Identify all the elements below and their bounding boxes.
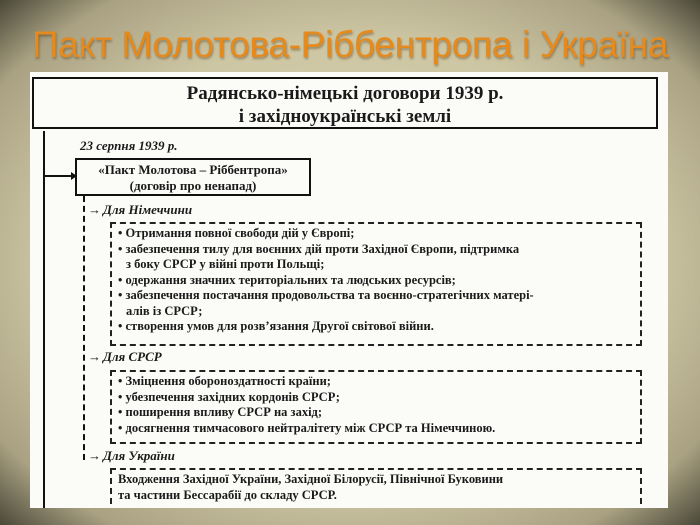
list-item: з боку СРСР у війні проти Польщі; xyxy=(126,257,325,271)
scanned-diagram xyxy=(30,72,668,508)
list-item: • досягнення тимчасового нейтралітету між СРСР та Німеччиною. xyxy=(118,420,496,435)
list-item: • убезпечення західних кордонів СРСР; xyxy=(118,389,340,404)
arrow-icon xyxy=(45,175,73,177)
slide-title: Пакт Молотова-Ріббентропа і Україна xyxy=(31,24,669,65)
list-item: та частини Бессарабії до складу СРСР. xyxy=(118,487,337,502)
list-item: • Отримання повної свободи дій у Європі; xyxy=(118,226,355,240)
header-line-1: Радянсько-німецькі договори 1939 р. xyxy=(186,83,504,104)
list-item: • одержання значних територіальних та людських ресурсів; xyxy=(118,272,456,287)
section-box-ussr xyxy=(110,370,642,444)
pact-box xyxy=(75,158,311,196)
list-item: • забезпечення тилу для воєнних дій проти Західної Європи, підтримка xyxy=(118,241,520,256)
list-item: Входження Західної України, Західної Білорусії, Північної Буковини xyxy=(118,472,504,486)
dashed-connector-line xyxy=(83,196,85,460)
section-label-ussr: → Для СРСР xyxy=(88,349,162,365)
list-item: • поширення впливу СРСР на захід; xyxy=(118,405,323,419)
list-item: алів із СРСР; xyxy=(126,303,203,318)
list-item: • забезпечення постачання продовольства та воєнно-стратегічних матері- xyxy=(118,288,534,302)
list-item: • Зміцнення обороноздатності країни; xyxy=(118,374,331,388)
header-line-2: і західноукраїнські землі xyxy=(238,106,452,127)
section-box-ukraine xyxy=(110,468,642,508)
pact-subtitle: (договір про ненапад) xyxy=(129,178,257,193)
diagram-header xyxy=(32,77,658,129)
main-connector-line xyxy=(43,131,45,508)
section-box-germany xyxy=(110,222,642,346)
pact-name: «Пакт Молотова – Ріббентропа» xyxy=(98,162,288,177)
section-label-germany: → Для Німеччини xyxy=(88,202,192,218)
list-item: • створення умов для розв’язання Другої світової війни. xyxy=(118,319,434,333)
section-label-ukraine: → Для України xyxy=(88,448,175,464)
pact-date: 23 серпня 1939 р. xyxy=(80,138,178,153)
